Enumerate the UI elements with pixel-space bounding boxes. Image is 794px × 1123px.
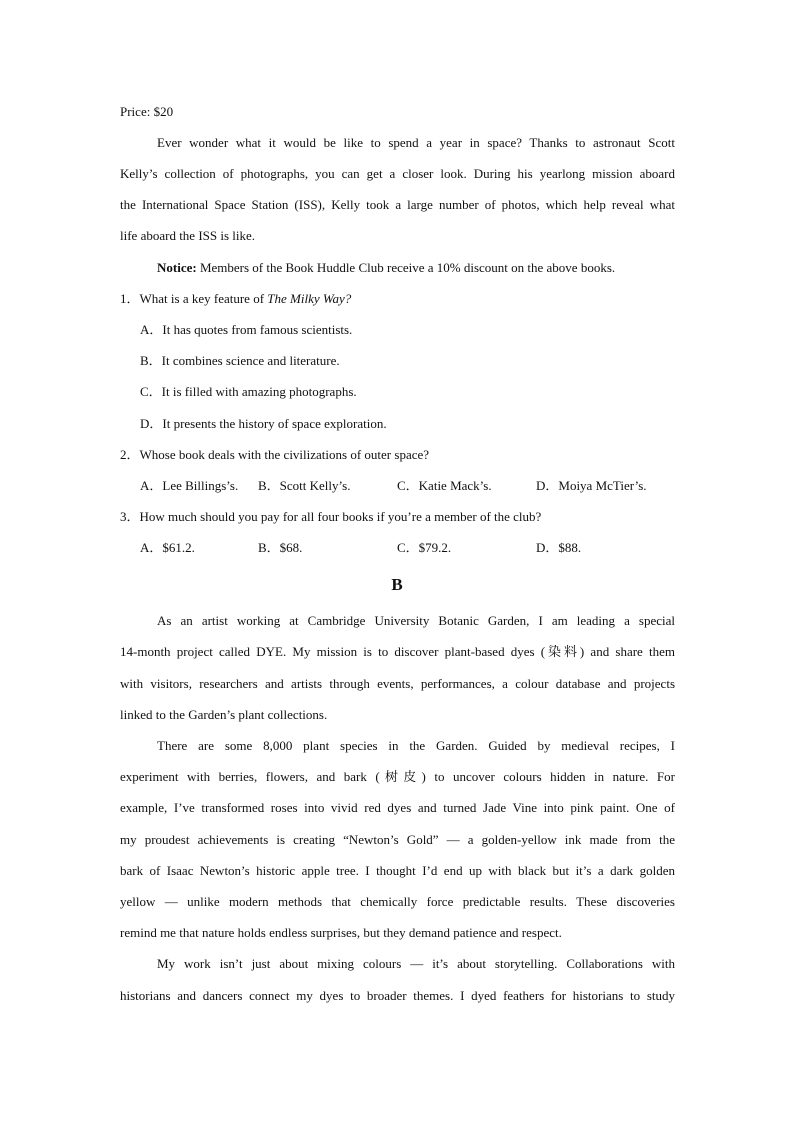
passage-b-para3-line: historians and dancers connect my dyes to broader themes. I dyed feathers for historians to study (120, 988, 675, 1003)
passage-b-para1-line: 14-month project called DYE. My mission is to discover plant-based dyes (染料) and share them (120, 644, 675, 659)
question-1-option-b: B．It combines science and literature. (140, 353, 340, 368)
passage-b-para2-line: my proudest achievements is creating “Newton’s Gold” — a golden-yellow ink made from the (120, 832, 675, 847)
passage-b-para1-line: with visitors, researchers and artists through events, performances, a colour database and projects (120, 676, 675, 691)
question-3-option-c: C．$79.2. (397, 540, 452, 555)
notice-label: Notice: (157, 260, 197, 275)
price-line: Price: $20 (120, 104, 174, 119)
question-2-option-d: D．Moiya McTier’s. (536, 478, 647, 493)
passage-b-para2-line: experiment with berries, flowers, and bark (树皮) to uncover colours hidden in nature. For (120, 769, 675, 784)
question-2-option-b: B．Scott Kelly’s. (258, 478, 351, 493)
notice-text: Members of the Book Huddle Club receive a 10% discount on the above books. (196, 260, 616, 275)
passage-a-para1-line: the International Space Station (ISS), Kelly took a large number of photos, which help reveal what (120, 197, 675, 212)
passage-b-para3-line: My work isn’t just about mixing colours — it’s about storytelling. Collaborations with (157, 956, 675, 971)
passage-b-para2-line: yellow — unlike modern methods that chemically force predictable results. These discoveries (120, 894, 675, 909)
passage-b-para2-line: remind me that nature holds endless surprises, but they demand patience and respect. (120, 925, 562, 940)
question-2-stem: 2．Whose book deals with the civilizations of outer space? (120, 447, 430, 462)
question-3-option-a: A．$61.2. (140, 540, 195, 555)
passage-a-para1-line: Ever wonder what it would be like to spend a year in space? Thanks to astronaut Scott (157, 135, 675, 150)
passage-b-para2-line: bark of Isaac Newton’s historic apple tree. I thought I’d end up with black but it’s a dark golden (120, 863, 675, 878)
book-title: The Milky Way? (267, 291, 352, 306)
question-1-option-a: A．It has quotes from famous scientists. (140, 322, 353, 337)
passage-a-para1-line: Kelly’s collection of photographs, you can get a closer look. During his yearlong mission aboard (120, 166, 675, 181)
notice-line (157, 260, 675, 276)
question-2-option-a: A．Lee Billings’s. (140, 478, 239, 493)
question-1-stem (120, 291, 675, 307)
question-3-option-d: D．$88. (536, 540, 582, 555)
passage-a-para1-line: life aboard the ISS is like. (120, 228, 256, 243)
question-1-prefix: 1．What is a key feature of (120, 291, 268, 306)
question-2-option-c: C．Katie Mack’s. (397, 478, 492, 493)
passage-b-para2-line: There are some 8,000 plant species in the Garden. Guided by medieval recipes, I (157, 738, 675, 753)
question-1-option-c: C．It is filled with amazing photographs. (140, 384, 357, 399)
passage-b-para2-line: example, I’ve transformed roses into vivid red dyes and turned Jade Vine into pink paint. One of (120, 800, 675, 815)
question-3-stem: 3．How much should you pay for all four books if you’re a member of the club? (120, 509, 542, 524)
question-1-option-d: D．It presents the history of space exploration. (140, 416, 387, 431)
passage-b-para1-line: As an artist working at Cambridge University Botanic Garden, I am leading a special (157, 613, 675, 628)
passage-b-para1-line: linked to the Garden’s plant collections. (120, 707, 328, 722)
section-heading: B (391, 575, 403, 594)
question-3-option-b: B．$68. (258, 540, 303, 555)
